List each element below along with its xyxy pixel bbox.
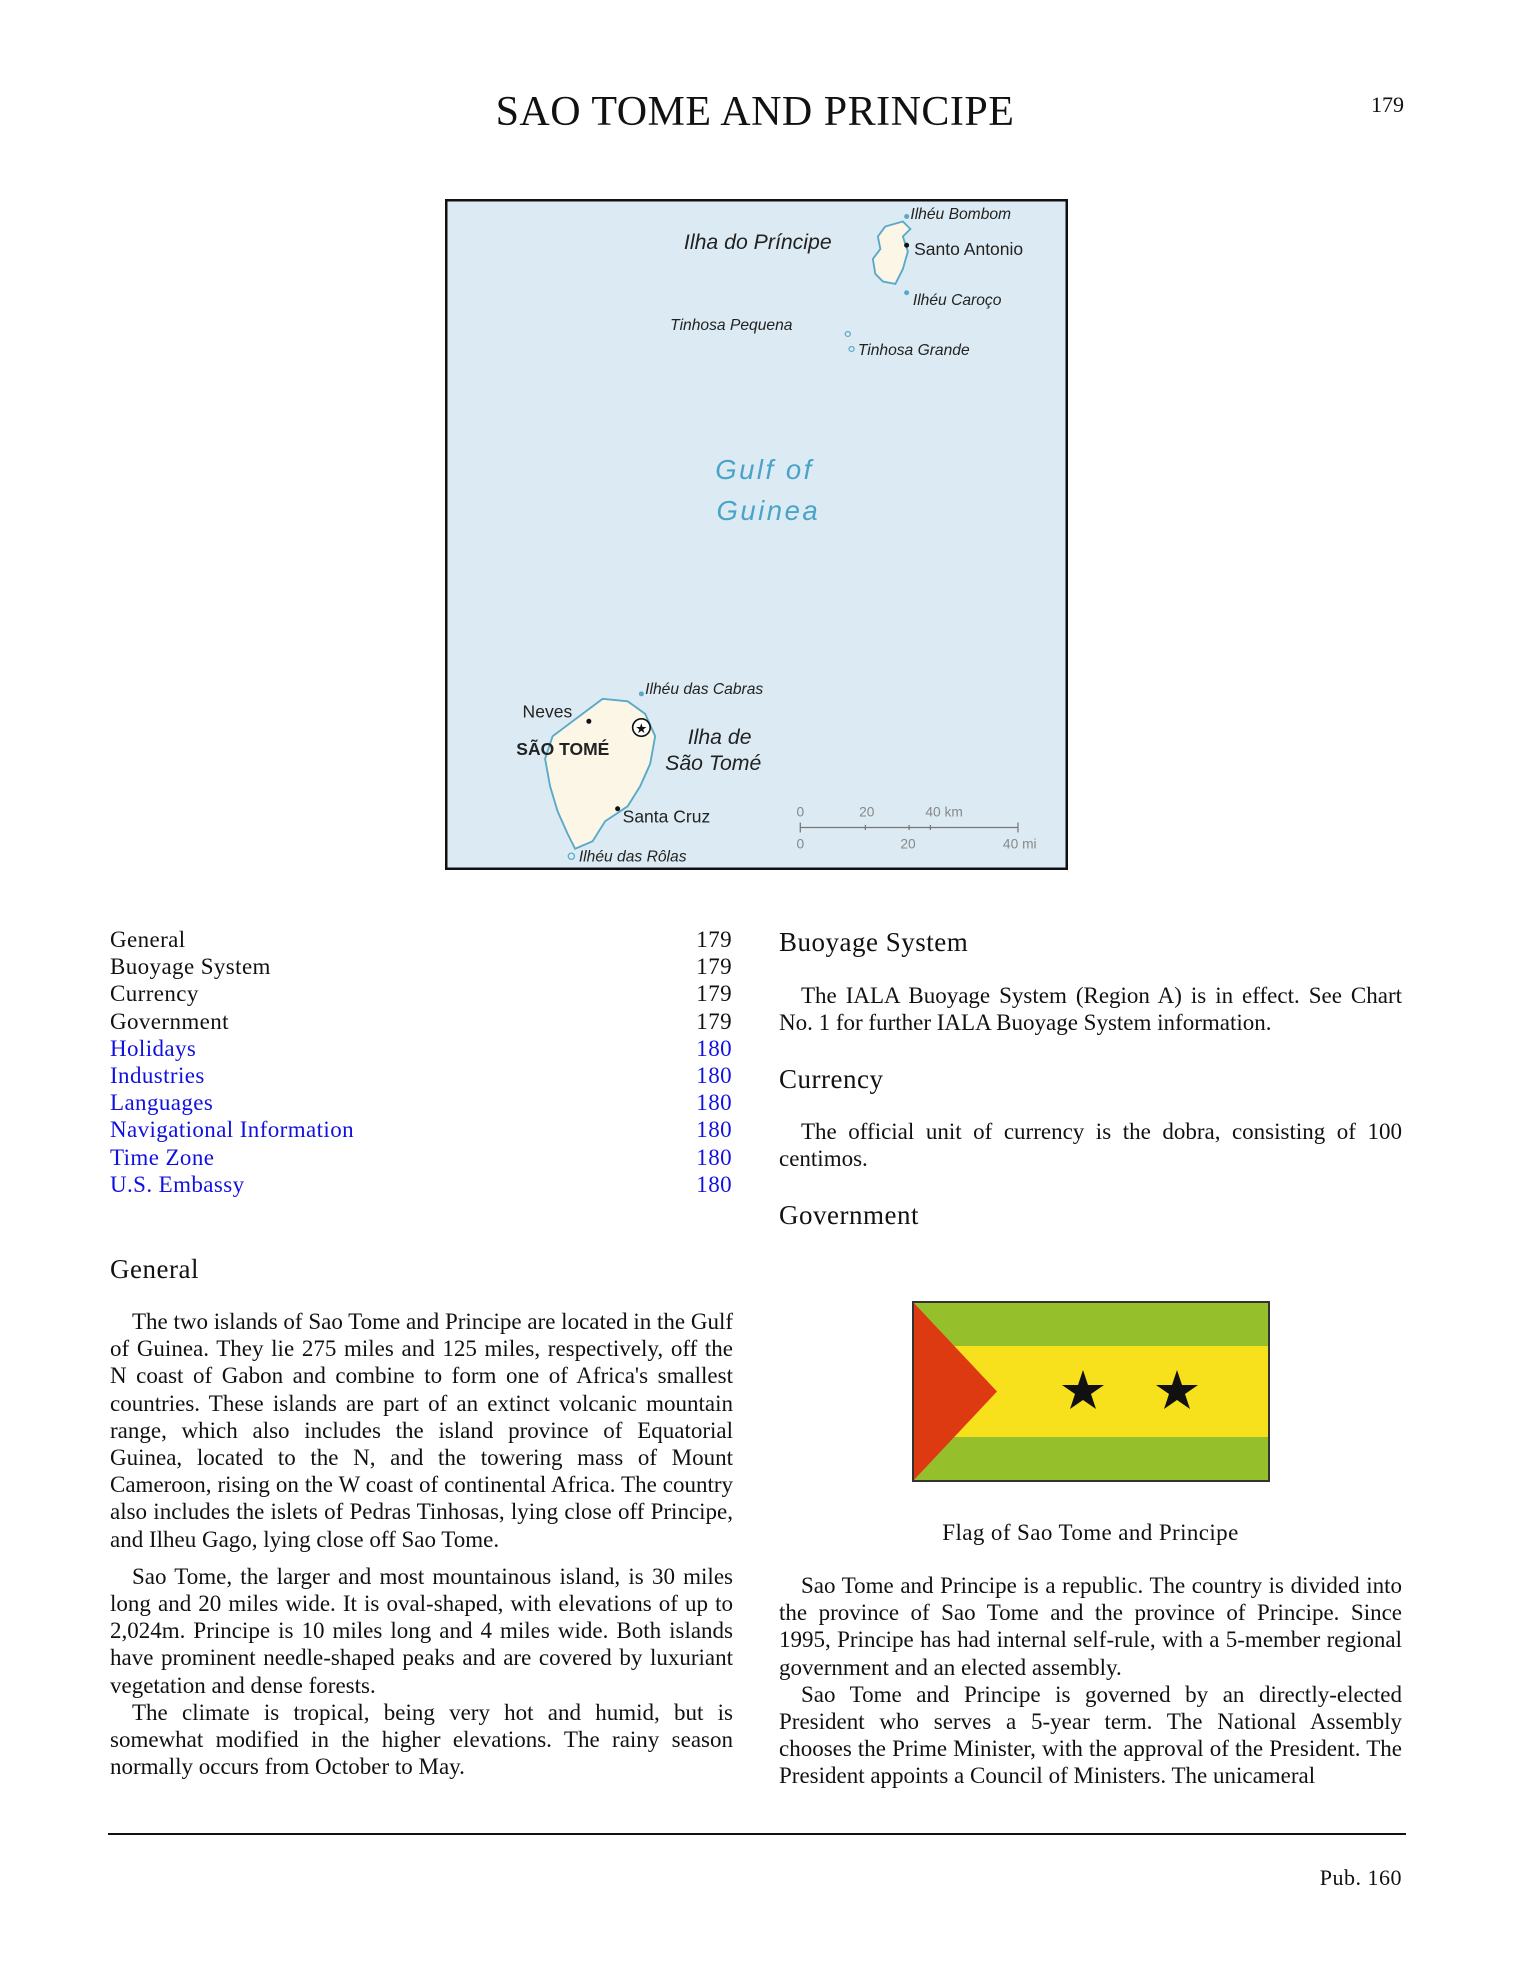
label-ilheu-bombom: Ilhéu Bombom: [910, 206, 1012, 223]
town-dot: [586, 719, 591, 724]
label-ilha-de: Ilha de: [687, 724, 752, 749]
heading-general: General: [110, 1254, 199, 1284]
toc-item-general: [110, 926, 732, 953]
label-ilheu-das-rolas: Ilhéu das Rôlas: [578, 848, 687, 866]
toc-link-languages[interactable]: [110, 1089, 732, 1116]
general-paragraph-3: The climate is tropical, being very hot and humid, but is somewhat modified in the higher elevations. The rainy season normally occurs from October to May.: [110, 1699, 733, 1780]
footer-divider: [108, 1833, 1406, 1835]
label-santo-antonio: Santo Antonio: [914, 239, 1024, 260]
label-gulf-of: Gulf of: [715, 453, 814, 485]
toc-page[interactable]: 180: [696, 1117, 732, 1143]
label-tinhosa-pequena: Tinhosa Pequena: [670, 317, 793, 335]
toc-link-us-embassy[interactable]: [110, 1171, 732, 1198]
toc-label: Currency: [110, 981, 199, 1007]
government-paragraph-2: Sao Tome and Principe is governed by an directly-elected President who serves a 5-year term. The National Assembly chooses the Prime Minister, with the approval of the President. The President appoints a Council of Ministers. The unicameral: [779, 1681, 1402, 1789]
capital-star-icon: [633, 719, 651, 736]
toc-item-currency: [110, 980, 732, 1007]
scale-mi-20: 20: [900, 836, 916, 852]
government-paragraph-1: Sao Tome and Principe is a republic. The country is divided into the province of Sao Tome and the province of Principe. Since 1995, Principe has had internal self-rule, with a 5-member regional government and an elected assembly.: [779, 1573, 1402, 1680]
label-santa-cruz: Santa Cruz: [622, 806, 711, 827]
toc-page: 179: [696, 927, 732, 952]
scale-km-0: 0: [796, 804, 805, 820]
label-tinhosa-grande: Tinhosa Grande: [857, 342, 970, 360]
toc-page[interactable]: 180: [696, 1063, 732, 1089]
toc-page[interactable]: 180: [696, 1035, 732, 1061]
buoyage-paragraph: The IALA Buoyage System (Region A) is in effect. See Chart No. 1 for further IALA Buoyage System information.: [779, 983, 1402, 1036]
flag-image: [912, 1301, 1270, 1482]
flag-caption: Flag of Sao Tome and Principe: [942, 1520, 1239, 1545]
toc-page[interactable]: 180: [696, 1171, 732, 1197]
town-dot: [615, 806, 620, 811]
general-section-body: [110, 1308, 733, 1780]
scale-mi-0: 0: [796, 836, 805, 852]
toc-label[interactable]: Holidays: [110, 1035, 197, 1061]
toc-label: Government: [110, 1008, 229, 1034]
toc-item-buoyage: [110, 953, 732, 980]
scale-km-20: 20: [859, 804, 875, 820]
toc-link-navigational-information[interactable]: [110, 1116, 732, 1143]
heading-currency: Currency: [779, 1064, 884, 1094]
toc-label[interactable]: Industries: [110, 1063, 205, 1089]
general-paragraph-1: The two islands of Sao Tome and Principe are located in the Gulf of Guinea. They lie 275 miles and 125 miles, respectively, off the N coast of Gabon and combine to form one of Africa's smallest countries. These islands are part of an extinct volcanic mountain range, which also includes the island province of Equatorial Guinea, located to the N, and the towering mass of Mount Cameroon, rising on the W coast of continental Africa. The country also includes the islets of Pedras Tinhosas, lying close off Principe, and Ilheu Gago, lying close off Sao Tome.: [110, 1309, 733, 1552]
toc-label: Buoyage System: [110, 954, 271, 980]
heading-government: Government: [779, 1200, 919, 1230]
scale-mi-40: 40 mi: [1002, 836, 1037, 852]
label-neves: Neves: [522, 701, 573, 722]
toc-page: 179: [696, 954, 732, 980]
toc-label[interactable]: Navigational Information: [110, 1117, 355, 1143]
svg-text:★: ★: [635, 721, 648, 737]
scale-km-40: 40 km: [925, 804, 963, 820]
country-map: [445, 199, 1068, 870]
page-title: SAO TOME AND PRINCIPE: [495, 89, 1015, 135]
label-ilheu-das-cabras: Ilhéu das Cabras: [645, 680, 764, 698]
page-number: 179: [1371, 92, 1404, 117]
government-section-body: [779, 1572, 1402, 1790]
toc-label: General: [110, 927, 186, 952]
label-guinea: Guinea: [716, 495, 821, 527]
toc-label[interactable]: Languages: [110, 1090, 214, 1116]
toc-page[interactable]: 180: [696, 1144, 732, 1170]
toc-link-holidays[interactable]: [110, 1035, 732, 1062]
label-ilheu-caroco: Ilhéu Caroço: [912, 292, 1002, 310]
currency-paragraph: The official unit of currency is the dobra, consisting of 100 centimos.: [779, 1119, 1402, 1172]
toc-page: 179: [696, 1008, 732, 1034]
heading-buoyage-system: Buoyage System: [779, 927, 969, 957]
label-ilha-do-principe: Ilha do Príncipe: [683, 229, 832, 254]
table-of-contents: [110, 926, 732, 1198]
label-sao-tome-capital: SÃO TOMÉ: [516, 739, 610, 760]
publication-number: Pub. 160: [1319, 1865, 1402, 1890]
toc-item-government: [110, 1008, 732, 1035]
general-paragraph-2: Sao Tome, the larger and most mountainous island, is 30 miles long and 20 miles wide. It is oval-shaped, with elevations of up to 2,024m. Principe is 10 miles long and 4 miles wide. Both islands have prominent needle-shaped peaks and are covered by luxuriant vegetation and dense forests.: [110, 1563, 733, 1698]
toc-link-industries[interactable]: [110, 1062, 732, 1089]
toc-label[interactable]: Time Zone: [110, 1144, 215, 1170]
toc-link-time-zone[interactable]: [110, 1144, 732, 1171]
town-dot: [904, 243, 909, 248]
toc-label[interactable]: U.S. Embassy: [110, 1171, 245, 1197]
toc-page[interactable]: 180: [696, 1090, 732, 1116]
toc-page: 179: [696, 981, 732, 1007]
label-sao-tome-island: São Tomé: [665, 751, 762, 776]
